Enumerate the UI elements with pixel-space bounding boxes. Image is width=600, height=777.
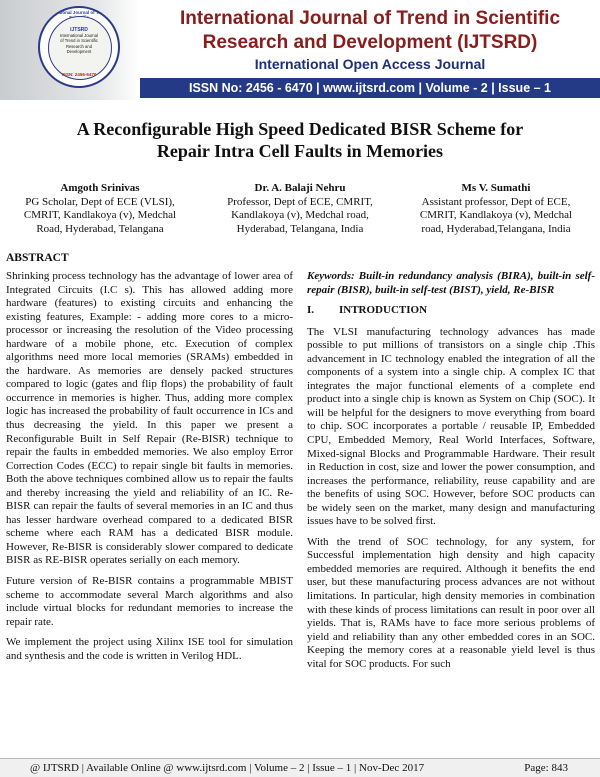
author-affil-line: road, Hyderabad,Telangana, India	[421, 222, 571, 235]
seal-line: Development	[66, 48, 92, 54]
seal-issn: ISSN: 2456-6470	[61, 72, 97, 77]
keywords: Keywords: Built-in redundancy analysis (BIRA), built-in self-repair (BISR), built-in self-test (BIST), yield, Re-BISR	[307, 270, 595, 296]
seal-ring-text: International Journal of Trend in	[44, 10, 114, 15]
abstract-paragraph: Future version of Re-BISR contains a programmable MBIST scheme to accommodate several March algorithms and also include virtual blocks for redundant memories to increase the repair rate.	[6, 575, 293, 628]
page-number: Page: 843	[524, 762, 568, 774]
author-affil-line: Assistant professor, Dept of ECE,	[421, 195, 571, 208]
author-affil-line: CMRIT, Kandlakoya (v), Medchal	[23, 209, 177, 222]
issn-text: ISSN No: 2456 - 6470 | www.ijtsrd.com | Volume - 2 | Issue – 1	[188, 81, 551, 95]
footer-citation: @ IJTSRD | Available Online @ www.ijtsrd.com | Volume – 2 | Issue – 1 | Nov-Dec 2017	[30, 762, 425, 774]
seal-line: Research and	[65, 43, 93, 49]
journal-header	[0, 0, 600, 100]
author-name: Amgoth Srinivas	[60, 182, 140, 194]
author-affil-line: Road, Hyderabad, Telangana	[36, 222, 164, 235]
intro-paragraph: With the trend of SOC technology, for any system, for Successful implementation high density and high capacity embedded memories are required. Although it benefits the end user, but these manufacturing process advances are not without limitations. In particular, high density memories in combination with these kinds of process limitations can result in poor over all yields. That is, RAMs have to face more serious problems of yield and reliability than any other embedded cores in an SOC. Keeping the memory cores at a reasonable yield level is thus vital for SOC products. For such	[307, 535, 595, 670]
section-number: I.	[307, 304, 315, 317]
abstract-paragraph: We implement the project using Xilinx ISE tool for simulation and synthesis and the code is written in Verilog HDL.	[6, 636, 293, 662]
journal-subtitle: International Open Access Journal	[254, 56, 486, 72]
seal-line: International Journal	[60, 33, 98, 39]
author-affil-line: Professor, Dept of ECE, CMRIT,	[227, 195, 373, 208]
author-affil-line: PG Scholar, Dept of ECE (VLSI),	[25, 195, 175, 208]
seal-center-text	[50, 28, 108, 54]
journal-name-line1: International Journal of Trend in Scientific	[179, 8, 561, 29]
intro-paragraph: The VLSI manufacturing technology advances has made possible to put millions of transistors on a single chip .This advancement in IC technology enabled the integration of all the components of a system into a single chip. A complex IC that integrates the major functional elements of a complete end product into a single chip is known as System on Chip (SOC). It will be helpful for the designers to move everything from board to chip. SOC incorporates a portable / reusable IP, Embedded CPU, Embedded Memory, Real World Interfaces, Software, Mixed-signal Blocks and Programmable Hardware. Their result in Reduction in cost, size and lower the power consumption, and increases the performance, reliability, reuse capability and are the benefits of using SOC. However, before SOC products can be widely seen on the market, many design and manufacturing issues have to be solved first.	[307, 325, 595, 528]
author-affil-line: Kandlakoya (v), Medchal road,	[231, 209, 369, 222]
author-block	[0, 182, 200, 236]
author-block	[200, 182, 400, 236]
issn-bar	[140, 78, 600, 98]
seal-line: IJTSRD	[70, 27, 88, 33]
paper-title	[0, 118, 600, 162]
author-block	[396, 182, 596, 236]
abstract-paragraph: Shrinking process technology has the advantage of lower area of Integrated Circuits (I.C s). This has allowed adding more hardware (features) to existing circuits and enhancing the existing features, Example: - adding more cores to a micro-processor or increasing the resolution of the Video processing hardware of a mobile phone, etc. Execution of complex algorithms need more local memories (SRAMs) embedded in the hardware. As memories are densely packed structures compared to logic (gates and flip flops) the probability of fault occurrence in memories is higher. Thus, adding more complex logic has increased the probability of fault occurrence in ICs and thus decreasing the yield. In this paper we present a Reconfigurable Built in Self Repair (Re-BISR) technique to repair the faults in embedded memories. We also employ Error Correction Codes (ECC) to repair single bit faults in memories. Both the above techniques combined allow us to repair the faults and thereby increasing the yield and reliability of an IC. Re-BISR can repair the faults of several memories in an IC and thus has lesser hardware overhead compared to a dedicated BISR scheme where each RAM has a dedicated BISR module. However, Re-BISR is considerably slower compared to dedicate BISR as RE-BISR operates serially on each memory.	[6, 270, 293, 567]
title-line2: Repair Intra Cell Faults in Memories	[156, 141, 444, 161]
journal-seal-logo	[38, 6, 120, 88]
author-affil-line: Hyderabad, Telangana, India	[236, 222, 364, 235]
page-footer	[0, 758, 600, 777]
section-heading	[307, 304, 595, 318]
left-column	[6, 270, 293, 670]
title-line1: A Reconfigurable High Speed Dedicated BISR Scheme for	[76, 119, 524, 139]
author-affil-line: CMRIT, Kandlakoya (v), Medchal	[419, 209, 573, 222]
section-title: INTRODUCTION	[339, 304, 428, 317]
author-name: Dr. A. Balaji Nehru	[254, 182, 346, 194]
abstract-heading: ABSTRACT	[6, 252, 69, 264]
journal-name-line2: Research and Development (IJTSRD)	[202, 32, 538, 53]
right-column	[307, 270, 595, 678]
author-name: Ms V. Sumathi	[461, 182, 531, 194]
seal-line: of Trend in Scientific	[60, 38, 98, 44]
